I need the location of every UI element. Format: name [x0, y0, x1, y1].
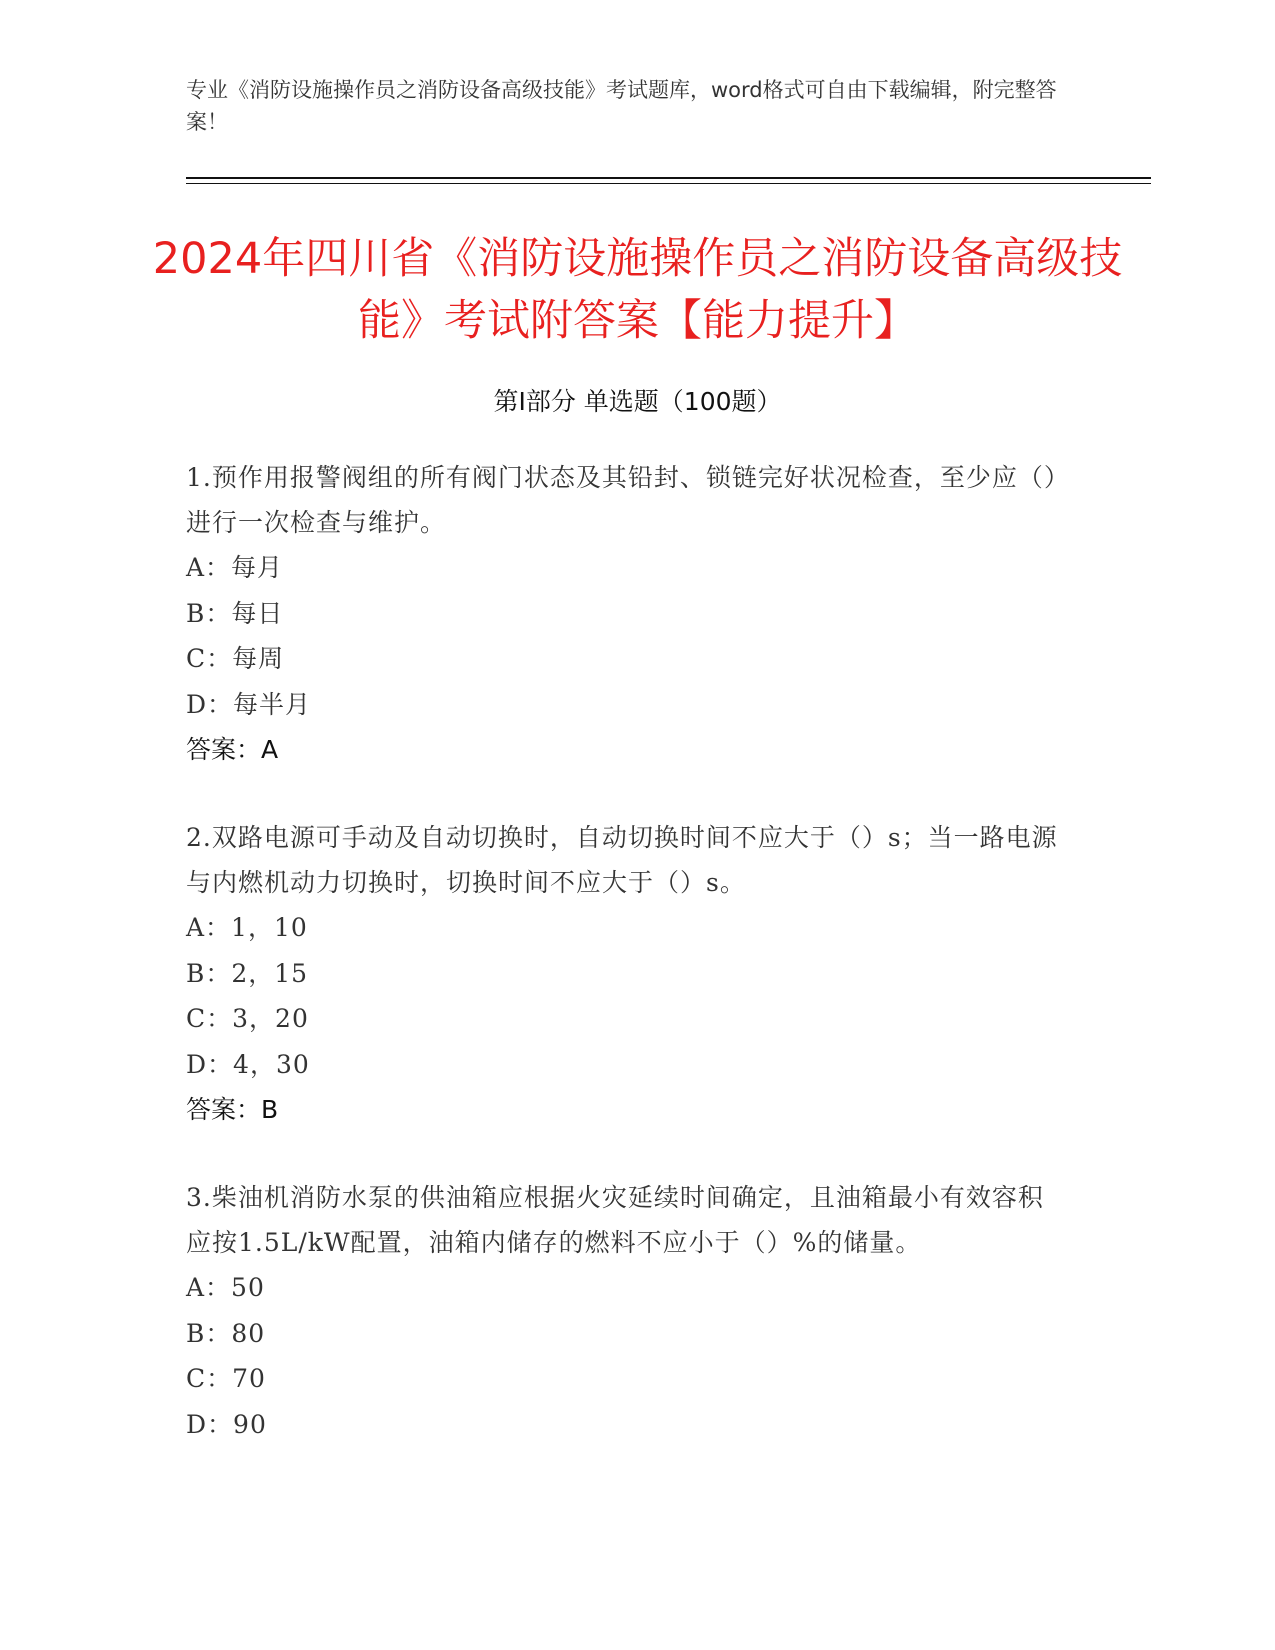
answer: 答案：A	[186, 735, 279, 764]
option-a: A：50	[186, 1273, 265, 1302]
option-b: B：80	[186, 1318, 266, 1348]
question-stem: 3.柴油机消防水泵的供油箱应根据火灾延续时间确定，且油箱最小有效容积应按1.5L/kW配置，油箱内储存的燃料不应小于（）%的储量。	[186, 1183, 1044, 1257]
option-a: A：1，10	[186, 913, 308, 942]
question-stem: 2.双路电源可手动及自动切换时，自动切换时间不应大于（）s；当一路电源与内燃机动力切换时，切换时间不应大于（）s。	[186, 823, 1058, 897]
option-d: D：每半月	[186, 689, 312, 719]
question-2	[186, 815, 1066, 1132]
option-b: B：每日	[186, 598, 284, 628]
option-b: B：2，15	[186, 958, 309, 988]
option-c: C：70	[186, 1364, 266, 1393]
option-c: C：每周	[186, 644, 285, 673]
question-1	[186, 455, 1066, 772]
option-d: D：4，30	[186, 1049, 310, 1079]
document-title: 2024年四川省《消防设施操作员之消防设备高级技能》考试附答案【能力提升】	[152, 234, 1123, 346]
header-note: 专业《消防设施操作员之消防设备高级技能》考试题库，word格式可自由下载编辑，附完整答案！	[186, 78, 1057, 134]
section-title: 第I部分 单选题（100题）	[493, 387, 782, 416]
header-divider-thin	[186, 183, 1151, 184]
question-3	[186, 1175, 1066, 1447]
option-c: C：3，20	[186, 1004, 309, 1033]
option-a: A：每月	[186, 553, 284, 582]
header-divider	[186, 177, 1151, 179]
question-stem: 1.预作用报警阀组的所有阀门状态及其铅封、锁链完好状况检查，至少应（）进行一次检查与维护。	[186, 463, 1058, 537]
answer: 答案：B	[186, 1095, 279, 1124]
option-d: D：90	[186, 1409, 267, 1439]
